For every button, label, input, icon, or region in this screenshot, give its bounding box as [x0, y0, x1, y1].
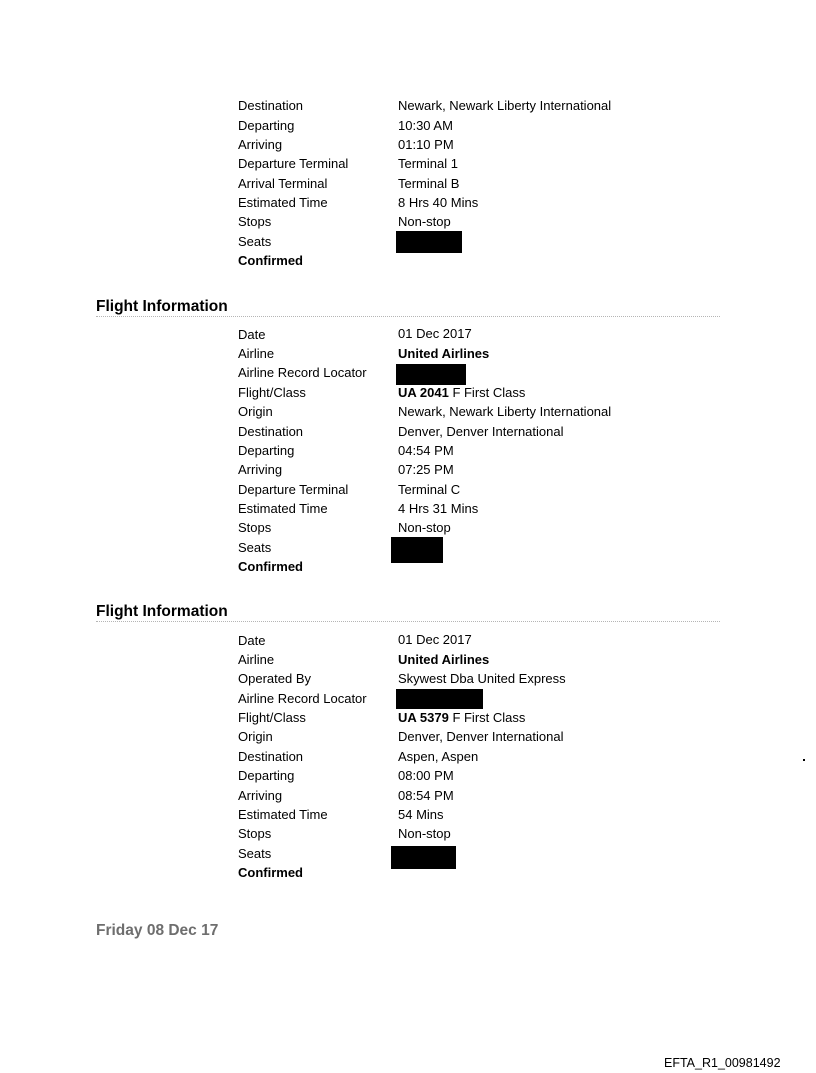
label-flight-class: Flight/Class [238, 710, 306, 725]
value-destination: Newark, Newark Liberty International [398, 98, 612, 113]
value-operated-by: Skywest Dba United Express [398, 671, 566, 686]
status-confirmed: Confirmed [238, 865, 303, 880]
label-estimated-time: Estimated Time [238, 807, 328, 822]
value-departure-terminal: Terminal C [398, 482, 461, 497]
value-estimated-time: 4 Hrs 31 Mins [398, 501, 479, 516]
value-origin: Newark, Newark Liberty International [398, 404, 612, 419]
label-arriving: Arriving [238, 462, 283, 477]
value-arriving: 07:25 PM [398, 462, 454, 477]
value-estimated-time: 54 Mins [398, 807, 444, 822]
label-destination: Destination [238, 424, 304, 439]
redaction-box [391, 537, 443, 563]
value-origin: Denver, Denver International [398, 729, 564, 744]
label-origin: Origin [238, 404, 273, 419]
label-record-locator: Airline Record Locator [238, 691, 367, 706]
label-airline: Airline [238, 346, 275, 361]
label-seats: Seats [238, 234, 272, 249]
stray-dot [803, 759, 805, 761]
flight-class: F First Class [448, 385, 526, 400]
label-estimated-time: Estimated Time [238, 501, 328, 516]
day-heading: Friday 08 Dec 17 [96, 922, 219, 939]
value-stops: Non-stop [398, 520, 451, 535]
value-departing: 04:54 PM [398, 443, 454, 458]
value-flight-class [398, 385, 525, 400]
label-date: Date [238, 327, 266, 342]
value-arrival-terminal: Terminal B [398, 176, 460, 191]
label-stops: Stops [238, 520, 272, 535]
redaction-box [396, 364, 466, 385]
value-destination: Denver, Denver International [398, 424, 564, 439]
label-seats: Seats [238, 540, 272, 555]
label-airline: Airline [238, 652, 275, 667]
value-departing: 08:00 PM [398, 768, 454, 783]
redaction-box [391, 846, 456, 869]
value-destination: Aspen, Aspen [398, 749, 479, 764]
value-airline: United Airlines [398, 652, 490, 667]
value-date: 01 Dec 2017 [398, 632, 472, 647]
status-confirmed: Confirmed [238, 253, 303, 268]
label-departure-terminal: Departure Terminal [238, 482, 349, 497]
section-heading: Flight Information [96, 603, 720, 622]
flight-class: F First Class [448, 710, 526, 725]
value-date: 01 Dec 2017 [398, 326, 472, 341]
label-departing: Departing [238, 443, 295, 458]
label-destination: Destination [238, 749, 304, 764]
label-flight-class: Flight/Class [238, 385, 306, 400]
label-stops: Stops [238, 214, 272, 229]
label-origin: Origin [238, 729, 273, 744]
label-seats: Seats [238, 846, 272, 861]
label-operated-by: Operated By [238, 671, 311, 686]
value-flight-class [398, 710, 525, 725]
label-date: Date [238, 633, 266, 648]
flight-number: UA 5379 [398, 710, 449, 725]
value-departing: 10:30 AM [398, 118, 453, 133]
value-stops: Non-stop [398, 214, 451, 229]
value-estimated-time: 8 Hrs 40 Mins [398, 195, 479, 210]
label-departure-terminal: Departure Terminal [238, 156, 349, 171]
label-stops: Stops [238, 826, 272, 841]
value-departure-terminal: Terminal 1 [398, 156, 458, 171]
label-arrival-terminal: Arrival Terminal [238, 176, 328, 191]
section-heading: Flight Information [96, 298, 720, 317]
label-estimated-time: Estimated Time [238, 195, 328, 210]
redaction-box [396, 689, 483, 709]
flight-number: UA 2041 [398, 385, 449, 400]
value-airline: United Airlines [398, 346, 490, 361]
label-departing: Departing [238, 118, 295, 133]
label-departing: Departing [238, 768, 295, 783]
value-stops: Non-stop [398, 826, 451, 841]
document-id: EFTA_R1_00981492 [664, 1056, 781, 1070]
value-arriving: 08:54 PM [398, 788, 454, 803]
label-record-locator: Airline Record Locator [238, 365, 367, 380]
label-arriving: Arriving [238, 788, 283, 803]
label-arriving: Arriving [238, 137, 283, 152]
label-destination: Destination [238, 98, 304, 113]
status-confirmed: Confirmed [238, 559, 303, 574]
redaction-box [396, 231, 462, 253]
value-arriving: 01:10 PM [398, 137, 454, 152]
